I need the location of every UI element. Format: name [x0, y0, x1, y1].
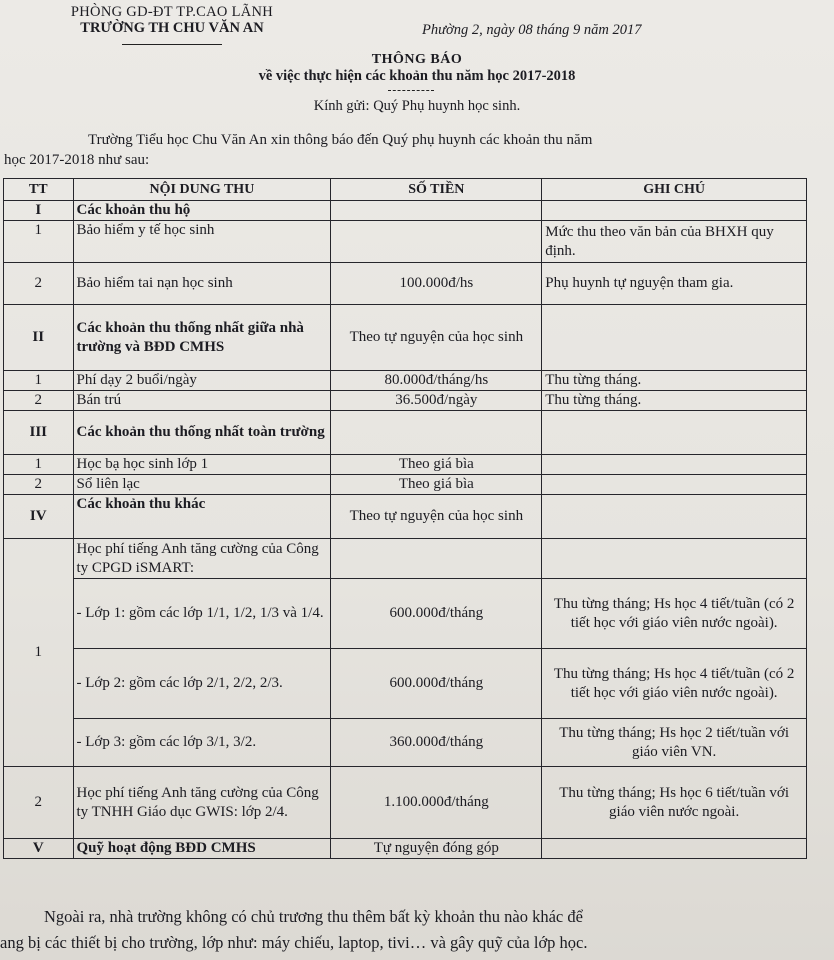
cell-content: Các khoản thu hộ: [73, 201, 331, 221]
cell-note: [542, 839, 807, 859]
cell-amount: [331, 411, 542, 455]
cell-amount: 360.000đ/tháng: [331, 719, 542, 767]
cell-tt: V: [4, 839, 74, 859]
cell-content: Học bạ học sinh lớp 1: [73, 455, 331, 475]
greeting: Kính gửi: Quý Phụ huynh học sinh.: [313, 98, 521, 114]
cell-amount: Tự nguyện đóng góp: [331, 839, 542, 859]
cell-amount: 600.000đ/tháng: [331, 649, 542, 719]
cell-tt: 2: [4, 767, 74, 839]
cell-note: [542, 305, 807, 371]
table-row: [4, 719, 807, 767]
cell-amount: Theo tự nguyện của học sinh: [331, 495, 542, 539]
table-row: [4, 495, 807, 539]
cell-tt: IV: [4, 495, 74, 539]
cell-content: Các khoản thu thống nhất toàn trường: [73, 411, 331, 455]
cell-content: Học phí tiếng Anh tăng cường của Công ty CPGD iSMART:: [73, 539, 331, 579]
closing-line-1: Ngoài ra, nhà trường không có chủ trương thu thêm bất kỳ khoản thu nào khác để: [44, 907, 583, 926]
cell-note: Thu từng tháng; Hs học 2 tiết/tuần với giáo viên VN.: [542, 719, 807, 767]
cell-content: - Lớp 1: gồm các lớp 1/1, 1/2, 1/3 và 1/4.: [73, 579, 331, 649]
cell-tt: 1: [4, 455, 74, 475]
intro-line-2: học 2017-2018 như sau:: [4, 152, 150, 168]
table-row: [4, 201, 807, 221]
cell-tt: 2: [4, 475, 74, 495]
issuer-block: [52, 4, 292, 45]
cell-content: Bảo hiểm tai nạn học sinh: [73, 263, 331, 305]
cell-tt: 1: [4, 371, 74, 391]
cell-content: Phí dạy 2 buổi/ngày: [73, 371, 331, 391]
table-row: [4, 539, 807, 579]
cell-note: Mức thu theo văn bản của BHXH quy định.: [542, 221, 807, 263]
cell-content: Bảo hiểm y tế học sinh: [73, 221, 331, 263]
cell-note: [542, 201, 807, 221]
cell-amount: 100.000đ/hs: [331, 263, 542, 305]
cell-note: [542, 475, 807, 495]
cell-tt: 2: [4, 263, 74, 305]
cell-amount: [331, 201, 542, 221]
closing-line-2: ang bị các thiết bị cho trường, lớp như: máy chiếu, laptop, tivi… và gây quỹ của lớp học.: [0, 933, 588, 952]
cell-content: - Lớp 2: gồm các lớp 2/1, 2/2, 2/3.: [73, 649, 331, 719]
cell-content: Học phí tiếng Anh tăng cường của Công ty TNHH Giáo dục GWIS: lớp 2/4.: [73, 767, 331, 839]
intro-paragraph: [4, 130, 744, 170]
cell-amount: 600.000đ/tháng: [331, 579, 542, 649]
closing-paragraph: [0, 904, 834, 956]
cell-tt: I: [4, 201, 74, 221]
cell-amount: Theo tự nguyện của học sinh: [331, 305, 542, 371]
cell-tt: II: [4, 305, 74, 371]
table-row: [4, 475, 807, 495]
table-row: [4, 263, 807, 305]
department-name: PHÒNG GD-ĐT TP.CAO LÃNH: [70, 4, 274, 20]
header-content: NỘI DUNG THU: [73, 179, 331, 201]
cell-note: Thu từng tháng.: [542, 371, 807, 391]
table-row: [4, 767, 807, 839]
header-tt: TT: [4, 179, 74, 201]
table-row: [4, 411, 807, 455]
cell-tt: 2: [4, 391, 74, 411]
cell-note: [542, 495, 807, 539]
cell-note: [542, 539, 807, 579]
table-header-row: [4, 179, 807, 201]
cell-note: [542, 411, 807, 455]
cell-tt: III: [4, 411, 74, 455]
cell-amount: [331, 539, 542, 579]
cell-amount: Theo giá bìa: [331, 475, 542, 495]
cell-amount: [331, 221, 542, 263]
cell-content: Sổ liên lạc: [73, 475, 331, 495]
table-row: [4, 371, 807, 391]
document-date: Phường 2, ngày 08 tháng 9 năm 2017: [422, 22, 642, 38]
header-note: GHI CHÚ: [542, 179, 807, 201]
cell-note: Thu từng tháng; Hs học 4 tiết/tuần (có 2 tiết học với giáo viên nước ngoài).: [542, 579, 807, 649]
cell-content: - Lớp 3: gồm các lớp 3/1, 3/2.: [73, 719, 331, 767]
cell-content: Các khoản thu thống nhất giữa nhà trường và BĐD CMHS: [73, 305, 331, 371]
document-subtitle: về việc thực hiện các khoản thu năm học 2017-2018: [258, 68, 576, 84]
cell-note: Thu từng tháng; Hs học 4 tiết/tuần (có 2 tiết học với giáo viên nước ngoài).: [542, 649, 807, 719]
cell-content: Quỹ hoạt động BĐD CMHS: [73, 839, 331, 859]
cell-amount: 1.100.000đ/tháng: [331, 767, 542, 839]
header-amount: SỐ TIỀN: [331, 179, 542, 201]
school-name: TRƯỜNG TH CHU VĂN AN: [80, 20, 264, 36]
fee-table: [3, 178, 807, 859]
cell-tt: 1: [4, 539, 74, 767]
table-row: [4, 455, 807, 475]
table-row: [4, 391, 807, 411]
cell-note: Thu từng tháng; Hs học 6 tiết/tuần với giáo viên nước ngoài.: [542, 767, 807, 839]
cell-amount: 80.000đ/tháng/hs: [331, 371, 542, 391]
cell-note: [542, 455, 807, 475]
issuer-underline: [122, 44, 222, 45]
table-row: [4, 649, 807, 719]
title-dash-rule: [388, 90, 434, 91]
cell-amount: Theo giá bìa: [331, 455, 542, 475]
cell-amount: 36.500đ/ngày: [331, 391, 542, 411]
intro-line-1: Trường Tiểu học Chu Văn An xin thông báo đến Quý phụ huynh các khoản thu năm: [88, 132, 593, 148]
cell-content: Bán trú: [73, 391, 331, 411]
table-row: [4, 305, 807, 371]
table-row: [4, 579, 807, 649]
cell-note: Phụ huynh tự nguyện tham gia.: [542, 263, 807, 305]
table-row: [4, 221, 807, 263]
table-row: [4, 839, 807, 859]
cell-tt: 1: [4, 221, 74, 263]
cell-content: Các khoản thu khác: [73, 495, 331, 539]
cell-note: Thu từng tháng.: [542, 391, 807, 411]
document-title: THÔNG BÁO: [371, 52, 463, 67]
